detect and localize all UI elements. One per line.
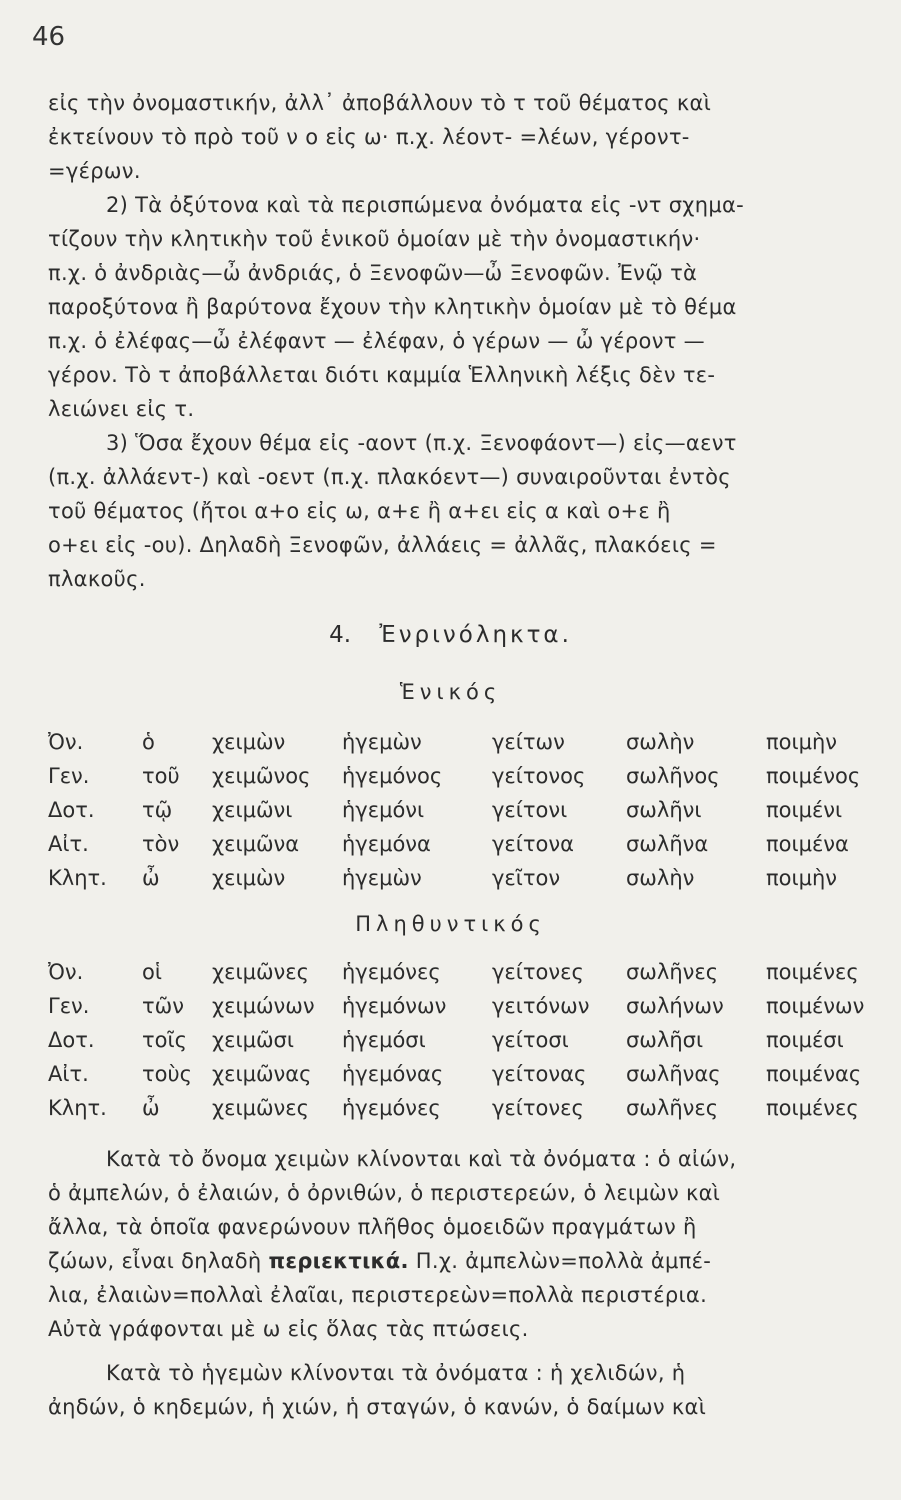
plural-heading: Πληθυντικός [355, 912, 546, 936]
page-number: 46 [32, 22, 66, 52]
table-cell: σωλῆνος [626, 764, 720, 788]
table-cell: Γεν. [48, 994, 90, 1018]
table-cell: γείτονες [492, 960, 584, 984]
table-cell: χειμὼν [212, 730, 286, 754]
table-cell: γειτόνων [492, 994, 590, 1018]
table-row [48, 1096, 888, 1130]
table-cell: ἡγεμόνας [342, 1062, 444, 1086]
table-cell: σωλὴν [626, 730, 695, 754]
table-cell: σωλὴν [626, 866, 695, 890]
table-cell: Κλητ. [48, 866, 107, 890]
table-cell: χειμὼν [212, 866, 286, 890]
table-cell: ποιμένα [766, 832, 849, 856]
table-cell: χειμῶσι [212, 1028, 294, 1052]
table-cell: ποιμέσι [766, 1028, 844, 1052]
top-text [48, 86, 886, 596]
paragraph-1: εἰς τὴν ὀνομαστικήν, ἀλλ᾽ ἀποβάλλουν τὸ τ τοῦ θέματος καὶ ἐκτείνουν τὸ πρὸ τοῦ ν ο εἰς ω· π.χ. λέοντ- =λέων, γέροντ- =γέρων. [48, 91, 712, 183]
table-cell: γείτονες [492, 1096, 584, 1120]
table-cell: γείτονος [492, 764, 586, 788]
table-cell: σωλῆνες [626, 960, 719, 984]
table-cell: σωλῆνας [626, 1062, 721, 1086]
table-cell: ἡγεμόνα [342, 832, 431, 856]
table-cell: ποιμὴν [766, 730, 837, 754]
table-row [48, 1062, 888, 1096]
paragraph-3: 3) Ὅσα ἔχουν θέμα εἰς -αοντ (π.χ. Ξενοφάοντ—) εἰς—αεντ (π.χ. ἀλλάεντ-) καὶ -οεντ (π.χ. πλακόεντ—) συναιροῦνται ἐντὸς τοῦ θέματος (ἤτοι α+ο εἰς ω, α+ε ἢ α+ει εἰς α καὶ ο+ε ἢ ο+ει εἰς -ου). Δηλαδὴ Ξενοφῶν, ἀλλάεις = ἀλλᾶς, πλακόεις = πλακοῦς. [48, 431, 737, 591]
table-row [48, 866, 888, 900]
table-cell: ὁ [142, 730, 155, 754]
table-cell: ποιμὴν [766, 866, 837, 890]
table-cell: σωλῆνα [626, 832, 709, 856]
bold-term: περιεκτικά. [268, 1249, 409, 1273]
table-cell: τὸν [142, 832, 180, 856]
table-cell: Ὀν. [48, 730, 84, 754]
table-cell: χειμῶνες [212, 960, 309, 984]
table-cell: ἡγεμόνων [342, 994, 447, 1018]
table-cell: Αἰτ. [48, 832, 89, 856]
table-cell: ἡγεμόνι [342, 798, 425, 822]
table-cell: ποιμένας [766, 1062, 862, 1086]
plural-table [48, 960, 888, 1130]
singular-table [48, 730, 888, 900]
paragraph-4: Κατὰ τὸ ὄνομα χειμὼν κλίνονται καὶ τὰ ὀνόματα : ὁ αἰών, ὁ ἀμπελών, ὁ ἐλαιών, ὁ ὀρνιθών, ὁ περιστερεών, ὁ λειμὼν καὶ ἄλλα, τὰ ὁποῖα φανερώνουν πλῆθος ὁμοειδῶν πραγμάτων ἢ ζώων, εἶναι δηλαδὴ περιεκτικά. Π.χ. ἀμπελὼν=πολλὰ ἀμπέ- λια, ἐλαιὼν=πολλαὶ ἐλαῖαι, περιστερεὼν=πολλὰ περιστέρια. Αὐτὰ γράφονται μὲ ω εἰς ὅλας τὰς πτώσεις. [48, 1147, 737, 1341]
bottom-text [48, 1142, 886, 1424]
table-cell: χειμῶνι [212, 798, 293, 822]
table-cell: γείτοσι [492, 1028, 569, 1052]
table-cell: ποιμένες [766, 960, 859, 984]
table-cell: χειμῶνας [212, 1062, 312, 1086]
table-cell: χειμώνων [212, 994, 315, 1018]
table-cell: Κλητ. [48, 1096, 107, 1120]
table-cell: Δοτ. [48, 1028, 95, 1052]
table-cell: χειμῶνος [212, 764, 311, 788]
table-cell: γείτονι [492, 798, 568, 822]
table-cell: σωλῆνι [626, 798, 702, 822]
table-cell: Ὀν. [48, 960, 84, 984]
table-row [48, 764, 888, 798]
table-cell: Αἰτ. [48, 1062, 89, 1086]
table-cell: ἡγεμόσι [342, 1028, 426, 1052]
section-number: 4. [329, 622, 352, 648]
table-cell: γείτονας [492, 1062, 587, 1086]
table-cell: σωλῆνες [626, 1096, 719, 1120]
table-cell: Γεν. [48, 764, 90, 788]
table-cell: ὦ [142, 1096, 160, 1120]
table-cell: οἱ [142, 960, 162, 984]
table-row [48, 960, 888, 994]
table-row [48, 730, 888, 764]
table-cell: ποιμένες [766, 1096, 859, 1120]
table-cell: γείτων [492, 730, 565, 754]
table-cell: ἡγεμόνος [342, 764, 443, 788]
table-row [48, 1028, 888, 1062]
table-cell: τοὺς [142, 1062, 192, 1086]
table-cell: χειμῶνες [212, 1096, 309, 1120]
table-cell: τῶν [142, 994, 184, 1018]
table-cell: ὦ [142, 866, 160, 890]
table-cell: Δοτ. [48, 798, 95, 822]
table-cell: γεῖτον [492, 866, 561, 890]
table-cell: τῷ [142, 798, 173, 822]
table-cell: ἡγεμόνες [342, 1096, 441, 1120]
table-row [48, 832, 888, 866]
paragraph-5: Κατὰ τὸ ἡγεμὼν κλίνονται τὰ ὀνόματα : ἡ χελιδών, ἡ ἀηδών, ὁ κηδεμών, ἡ χιών, ἡ σταγών, ὁ κανών, ὁ δαίμων καὶ [48, 1361, 707, 1419]
table-cell: χειμῶνα [212, 832, 300, 856]
table-cell: ποιμένων [766, 994, 865, 1018]
table-cell: ἡγεμόνες [342, 960, 441, 984]
table-row [48, 994, 888, 1028]
section-heading [0, 622, 901, 648]
table-cell: τοῦ [142, 764, 180, 788]
table-cell: σωλῆσι [626, 1028, 704, 1052]
table-cell: ποιμένος [766, 764, 861, 788]
paragraph-2: 2) Τὰ ὀξύτονα καὶ τὰ περισπώμενα ὀνόματα εἰς -ντ σχημα- τίζουν τὴν κλητικὴν τοῦ ἑνικοῦ ὁμοίαν μὲ τὴν ὀνομαστικήν· π.χ. ὁ ἀνδριὰς—ὦ ἀνδριάς, ὁ Ξενοφῶν—ὦ Ξενοφῶν. Ἐνῷ τὰ παροξύτονα ἢ βαρύτονα ἔχουν τὴν κλητικὴν ὁμοίαν μὲ τὸ θέμα π.χ. ὁ ἐλέφας—ὦ ἐλέφαντ — ἐλέφαν, ὁ γέρων — ὦ γέροντ — γέρον. Τὸ τ ἀποβάλλεται διότι καμμία Ἑλληνικὴ λέξις δὲν τε- λειώνει εἰς τ. [48, 193, 745, 421]
table-cell: τοῖς [142, 1028, 187, 1052]
table-cell: σωλήνων [626, 994, 724, 1018]
table-cell: γείτονα [492, 832, 574, 856]
table-cell: ποιμένι [766, 798, 843, 822]
table-cell: ἡγεμὼν [342, 866, 422, 890]
section-title: Ἐνρινόληκτα. [379, 622, 572, 648]
table-cell: ἡγεμὼν [342, 730, 422, 754]
table-row [48, 798, 888, 832]
singular-heading: Ἑνικός [399, 680, 502, 704]
